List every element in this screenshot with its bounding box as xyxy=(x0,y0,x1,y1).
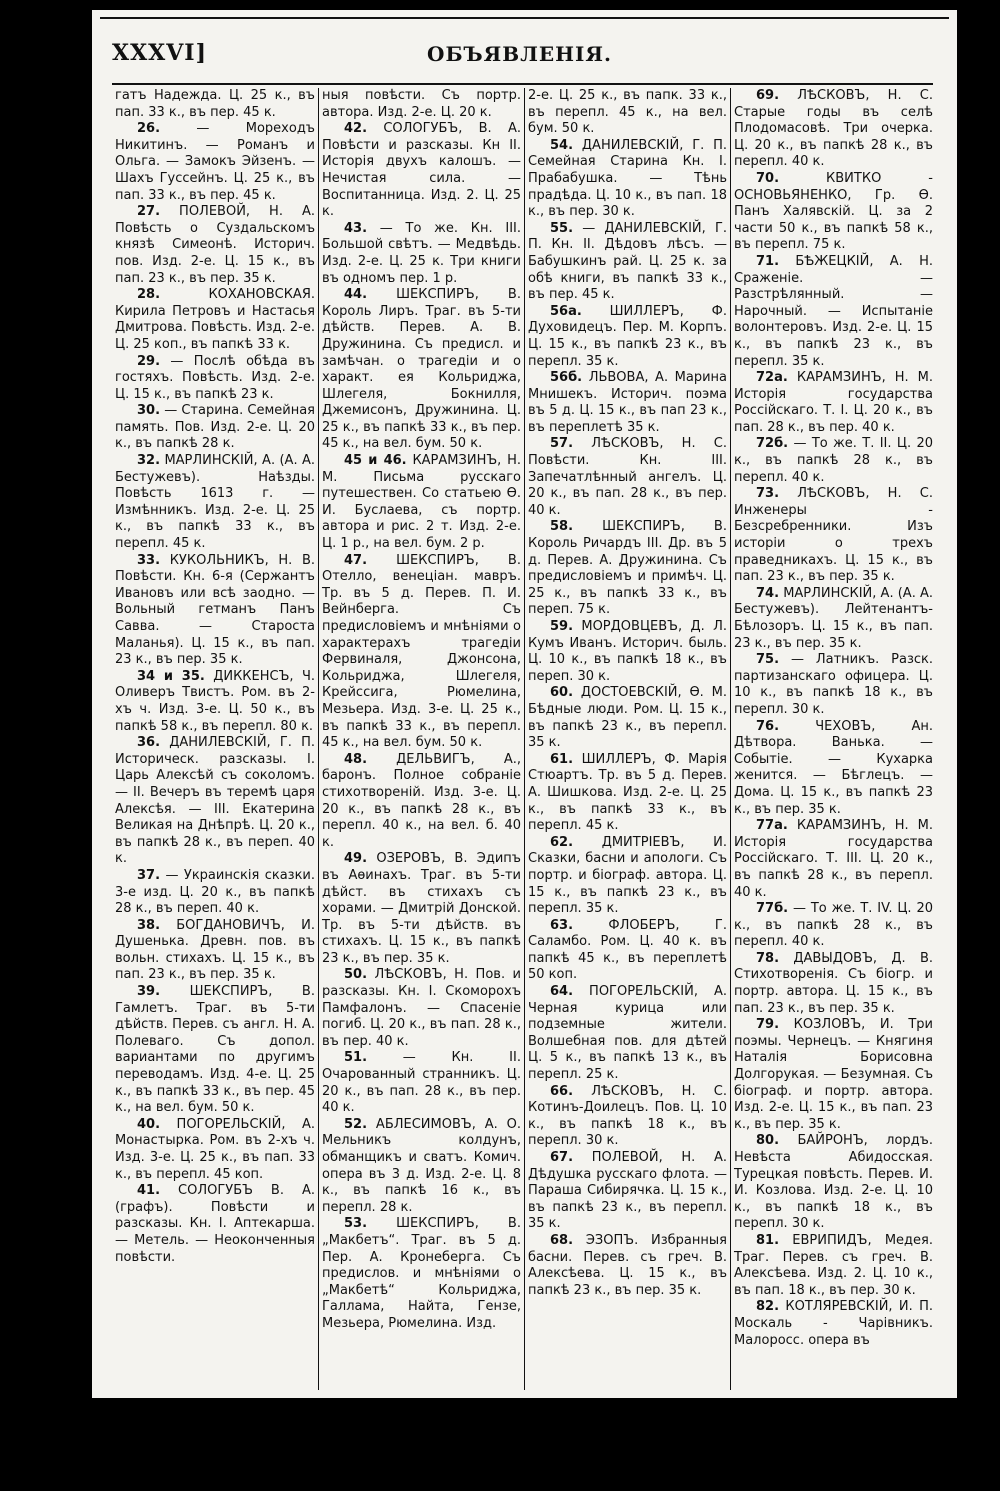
entry-text: КОТЛЯРЕВСКІЙ, И. П. Москаль - Чарівникъ. Малоросс. опера въ xyxy=(734,1299,933,1348)
entry-text: ЛЬВОВА, А. Марина Мнишекъ. Историч. поэма въ 5 д. Ц. 15 к., въ пап 23 к., въ переплетѣ 35 к. xyxy=(528,370,727,435)
catalog-entry xyxy=(322,287,521,453)
catalog-entry xyxy=(528,835,727,918)
catalog-entry xyxy=(115,553,315,669)
entry-number: 40. xyxy=(137,1116,161,1132)
entry-text: ШЕКСПИРЪ, В. Король Лиръ. Траг. въ 5-ти дѣйств. Перев. А. В. Дружинина. Съ предисл. и замѣчан. о трагедіи и о характ. ея Кольриджа, Шлегеля, Бокнилля, Джемисонъ, Дружинина. Ц. 25 к., въ папкѣ 33 к., въ пер. 45 к., на вел. бум. 50 к. xyxy=(322,287,521,452)
catalog-entry xyxy=(734,88,933,171)
catalog-entry xyxy=(734,1017,933,1133)
entry-number: 56б. xyxy=(550,370,583,386)
entry-number: 78. xyxy=(756,950,780,966)
entry-number: 56а. xyxy=(550,303,582,319)
entry-number: 63. xyxy=(550,917,574,933)
catalog-entry xyxy=(322,1117,521,1217)
entry-text: гатъ Надежда. Ц. 25 к., въ пап. 33 к., въ пер. 45 к. xyxy=(115,88,315,120)
catalog-entry xyxy=(115,669,315,735)
entry-number: 53. xyxy=(344,1216,368,1232)
entry-number: 30. xyxy=(137,403,161,419)
catalog-entry xyxy=(528,752,727,835)
entry-text: ДАНИЛЕВСКІЙ, Г. П. Семейная Старина Кн. I. Прабабушка. — Тѣнь прадѣда. Ц. 10 к., въ пап. 18 к., въ пер. 30 к. xyxy=(528,137,728,220)
entry-number: 33. xyxy=(137,552,161,568)
entry-text: АБЛЕСИМОВЪ, А. О. Мельникъ колдунъ, обманщикъ и сватъ. Комич. опера въ 3 д. Изд. 2-е. Ц. 8 к., въ папкѣ 16 к., въ перепл. 28 к. xyxy=(322,1116,521,1215)
entry-text: КВИТКО - ОСНОВЬЯНЕНКО, Гр. Ѳ. Панъ Халявскій. Ц. за 2 части 50 к., въ папкѣ 58 к., въ перепл. 75 к. xyxy=(734,170,933,253)
entry-text: — Мореходъ Никитинъ. — Романъ и Ольга. — Замокъ Эйзенъ. — Шахъ Гуссейнъ. Ц. 25 к., въ пап. 33 к., въ пер. 45 к. xyxy=(115,121,315,203)
catalog-entry xyxy=(528,370,727,436)
entry-number: 72а. xyxy=(756,370,788,386)
catalog-entry xyxy=(322,851,521,967)
catalog-entry xyxy=(115,735,315,868)
catalog-entry xyxy=(528,436,727,519)
entry-text: ЛѢСКОВЪ, Н. С. Старые годы въ селѣ Плодомасовѣ. Три очерка. Ц. 20 к., въ папкѣ 28 к., въ перепл. 40 к. xyxy=(734,88,933,170)
entry-number: 44. xyxy=(344,287,368,303)
catalog-entry xyxy=(115,354,315,404)
entry-number: 45 и 46. xyxy=(344,453,407,469)
entry-number: 82. xyxy=(756,1299,780,1315)
entry-text: МАРЛИНСКІЙ, А. (А. А. Бестужевъ). Лейтенантъ-Бѣлозоръ. Ц. 15 к., въ пап. 23 к., въ пер. 35 к. xyxy=(734,585,933,651)
column-1 xyxy=(112,88,318,1390)
entry-text: КОЗЛОВЪ, И. Три поэмы. Чернецъ. — Княгиня Наталія Борисовна Долгорукая. — Безумная. Съ біограф. и портр. автора. Изд. 2-е. Ц. 15 к., въ пап. 23 к., въ пер. 35 к. xyxy=(734,1017,933,1132)
entry-number: 37. xyxy=(137,867,161,883)
catalog-entry xyxy=(734,486,933,586)
header-rule xyxy=(112,83,933,85)
catalog-entry xyxy=(528,138,727,221)
entry-text: — То же. Т. II. Ц. 20 к., въ папкѣ 28 к., въ перепл. 40 к. xyxy=(734,436,933,485)
entry-number: 76. xyxy=(756,718,780,734)
entry-number: 41. xyxy=(137,1183,161,1199)
entry-number: 39. xyxy=(137,984,161,1000)
entry-number: 52. xyxy=(344,1116,368,1132)
catalog-entry xyxy=(734,818,933,901)
entry-number: 73. xyxy=(756,486,780,502)
catalog-entry xyxy=(528,918,727,984)
catalog-entry xyxy=(115,287,315,353)
entry-number: 67. xyxy=(550,1150,574,1165)
catalog-entry xyxy=(734,1133,933,1233)
entry-text: — Латникъ. Разск. партизанскаго офицера. Ц. 10 к., въ папкѣ 18 к., въ перепл. 30 к. xyxy=(734,652,934,717)
entry-text: — Кн. II. Очарованный странникъ. Ц. 20 к., въ пап. 28 к., въ пер. 40 к. xyxy=(322,1050,521,1116)
entry-text: ШЕКСПИРЪ, В. Король Ричардъ III. Др. въ 5 д. Перев. А. Дружинина. Съ предисловіемъ и примѣч. Ц. 25 к., въ папкѣ 33 к., въ переп. 75 к. xyxy=(528,519,727,618)
page-number: XXXVI] xyxy=(112,40,207,66)
entry-text: ОЗЕРОВЪ, В. Эдипъ въ Аѳинахъ. Траг. въ 5-ти дѣйст. въ стихахъ съ хорами. — Дмитрій Донской. Тр. въ 5-ти дѣйств. въ стихахъ. Ц. 15 к., въ папкѣ 23 к., въ пер. 35 к. xyxy=(322,851,521,966)
entry-text: КАРАМЗИНЪ, Н. М. Письма русскаго путешествен. Со статьею Ѳ. И. Буслаева, съ портр. автора и рис. 2 т. Изд. 2-е. Ц. 1 р., на вел. бум. 2 р. xyxy=(322,453,522,552)
column-3 xyxy=(524,88,730,1390)
entry-text: КАРАМЗИНЪ, Н. М. Исторія государства Россійскаго. Т. III. Ц. 20 к., въ папкѣ 28 к., въ перепл. 40 к. xyxy=(734,818,933,900)
entry-text: ЧЕХОВЪ, Ан. Дѣтвора. Ванька. — Событіе. — Кухарка женится. — Бѣглецъ. — Дома. Ц. 15 к., въ папкѣ 23 к., въ пер. 35 к. xyxy=(734,718,933,817)
catalog-entry xyxy=(528,221,727,304)
entry-number: 81. xyxy=(756,1232,780,1248)
entry-number: 74. xyxy=(756,585,780,601)
entry-text: ПОГОРЕЛЬСКІЙ, А. Черная курица или подземные жители. Волшебная пов. для дѣтей Ц. 5 к., въ папкѣ 13 к., въ перепл. 25 к. xyxy=(528,984,727,1083)
catalog-entry xyxy=(734,652,933,718)
columns xyxy=(112,88,939,1390)
entry-text: МАРЛИНСКІЙ, А. (А. А. Бестужевъ). Наѣзды. Повѣсть 1613 г. — Измѣнникъ. Изд. 2-е. Ц. 25 к., въ папкѣ 33 к., въ перепл. 45 к. xyxy=(115,453,315,552)
catalog-entry xyxy=(115,868,315,918)
entry-text: ПОЛЕВОЙ, Н. А. Дѣдушка русскаго флота. — Параша Сибирячка. Ц. 15 к., въ папкѣ 23 к., въ перепл. 35 к. xyxy=(528,1150,728,1232)
entry-text: ДИККЕНСЪ, Ч. Оливеръ Твистъ. Ром. въ 2-хъ ч. Изд. 3-е. Ц. 50 к., въ папкѣ 58 к., въ перепл. 80 к. xyxy=(115,668,315,734)
entry-text: МОРДОВЦЕВЪ, Д. Л. Кумъ Иванъ. Историч. быль. Ц. 10 к., въ папкѣ 18 к., въ переп. 30 к. xyxy=(528,619,727,684)
catalog-entry xyxy=(528,1084,727,1150)
entry-number: 69. xyxy=(756,88,780,103)
entry-text: ШИЛЛЕРЪ, Ф. Духовидецъ. Пер. М. Корпъ. Ц. 15 к., въ папкѣ 23 к., въ перепл. 35 к. xyxy=(528,303,727,369)
entry-text: — Послѣ обѣда въ гостяхъ. Повѣсть. Изд. 2-е. Ц. 15 к., въ папкѣ 23 к. xyxy=(115,353,315,402)
entry-text: ШЕКСПИРЪ, В. Отелло, венеціан. мавръ. Тр. въ 5 д. Перев. П. И. Вейнберга. Съ предисловіемъ и мнѣніями о характерахъ трагедіи Фервиналя, Джонсона, Кольриджа, Шлегеля, Крейсcига, Рюмелина, Мезьера. Изд. 3-е. Ц. 25 к., въ папкѣ 33 к., въ перепл. 45 к., на вел. бум. 50 к. xyxy=(322,552,521,751)
entry-text: БОГДАНОВИЧЪ, И. Душенька. Древн. пов. въ вольн. стихахъ. Ц. 15 к., въ пап. 23 к., въ пер. 35 к. xyxy=(115,917,315,983)
catalog-entry xyxy=(115,918,315,984)
entry-number: 68. xyxy=(550,1232,574,1248)
entry-number: 26. xyxy=(137,121,161,137)
catalog-entry xyxy=(115,88,315,121)
catalog-entry xyxy=(115,204,315,287)
entry-number: 38. xyxy=(137,917,161,933)
entry-number: 32. xyxy=(137,453,161,469)
entry-text: ДАВЫДОВЪ, Д. В. Стихотворенія. Съ біогр. и портр. автора. Ц. 15 к., въ пап. 23 к., въ пер. 35 к. xyxy=(734,950,933,1016)
entry-number: 75. xyxy=(756,652,780,668)
catalog-entry xyxy=(322,1216,521,1332)
entry-number: 29. xyxy=(137,353,161,369)
catalog-entry xyxy=(322,221,521,287)
catalog-entry xyxy=(115,1183,315,1266)
entry-number: 66. xyxy=(550,1083,574,1099)
catalog-entry xyxy=(528,619,727,685)
catalog-entry xyxy=(115,1117,315,1183)
entry-text: СОЛОГУБЪ В. А. (графъ). Повѣсти и разсказы. Кн. I. Аптекарша. — Метель. — Неоконченныя повѣсти. xyxy=(115,1183,315,1265)
column-2 xyxy=(318,88,524,1390)
entry-number: 64. xyxy=(550,984,574,1000)
entry-text: 2-е. Ц. 25 к., въ папк. 33 к., въ перепл. 45 к., на вел. бум. 50 к. xyxy=(528,88,727,137)
catalog-entry xyxy=(322,453,521,553)
page xyxy=(92,10,957,1398)
catalog-entry xyxy=(734,901,933,951)
entry-text: ДЕЛЬВИГЪ, А., баронъ. Полное собраніе стихотвореній. Изд. 3-е. Ц. 20 к., въ папкѣ 28 к., въ перепл. 40 к., на вел. б. 40 к. xyxy=(322,751,521,850)
catalog-entry xyxy=(115,403,315,453)
entry-number: 58. xyxy=(550,519,574,535)
entry-number: 80. xyxy=(756,1133,780,1149)
entry-text: КОХАНОВСКАЯ. Кирила Петровъ и Настасья Дмитрова. Повѣсть. Изд. 2-е. Ц. 25 коп., въ папкѣ 33 к. xyxy=(115,287,315,352)
catalog-entry xyxy=(734,951,933,1017)
entry-text: ПОГОРЕЛЬСКІЙ, А. Монастырка. Ром. въ 2-хъ ч. Изд. 3-е. Ц. 25 к., въ пап. 33 к., въ перепл. 45 коп. xyxy=(115,1116,315,1182)
entry-number: 47. xyxy=(344,552,368,568)
entry-text: СОЛОГУБЪ, В. А. Повѣсти и разсказы. Кн II. Исторія двухъ калошъ. — Нечистая сила. — Воспитанница. Изд. 2. Ц. 25 к. xyxy=(322,121,521,220)
entry-text: КАРАМЗИНЪ, Н. М. Исторія государства Россійскаго. Т. I. Ц. 20 к., въ пап. 28 к., въ пер. 40 к. xyxy=(734,370,933,435)
entry-text: ФЛОБЕРЪ, Г. Саламбо. Ром. Ц. 40 к. въ папкѣ 45 к., въ переплетѣ 50 коп. xyxy=(528,917,727,983)
entry-number: 79. xyxy=(756,1017,780,1033)
catalog-entry xyxy=(734,1233,933,1299)
entry-text: — Старина. Семейная память. Пов. Изд. 2-е. Ц. 20 к., въ папкѣ 28 к. xyxy=(115,403,316,452)
entry-text: ДОСТОЕВСКІЙ, Ѳ. М. Бѣдные люди. Ром. Ц. 15 к., въ папкѣ 23 к., въ перепл. 35 к. xyxy=(528,685,727,751)
entry-number: 77б. xyxy=(756,901,789,917)
entry-number: 42. xyxy=(344,121,368,137)
entry-number: 60. xyxy=(550,685,574,701)
entry-number: 27. xyxy=(137,204,161,220)
entry-text: ЛѢСКОВЪ, Н. С. Повѣсти. Кн. III. Запечатлѣнный ангелъ. Ц. 20 к., въ пап. 28 к., въ пер. 40 к. xyxy=(528,436,727,518)
entry-text: ЛѢСКОВЪ, Н. С. Инженеры - Безсребренники. Изъ исторіи о трехъ праведникахъ. Ц. 15 к., въ пап. 23 к., въ пер. 35 к. xyxy=(734,486,933,585)
entry-text: — То же. Кн. III. Большой свѣтъ. — Медвѣдь. Изд. 2-е. Ц. 25 к. Три книги въ одномъ пер. 1 р. xyxy=(322,220,521,286)
entry-number: 72б. xyxy=(756,436,789,452)
catalog-entry xyxy=(322,88,521,121)
entry-text: ЛѢСКОВЪ, Н. С. Котинъ-Доилецъ. Пов. Ц. 10 к., въ папкѣ 18 к., въ перепл. 30 к. xyxy=(528,1083,727,1149)
top-rule xyxy=(100,17,949,19)
catalog-entry xyxy=(528,1150,727,1233)
catalog-entry xyxy=(115,453,315,553)
entry-text: — То же. Т. IV. Ц. 20 к., въ папкѣ 28 к., въ перепл. 40 к. xyxy=(734,901,933,950)
entry-text: ПОЛЕВОЙ, Н. А. Повѣсть о Суздальскомъ князѣ Симеонѣ. Историч. пов. Изд. 2-е. Ц. 15 к., въ пап. 23 к., въ пер. 35 к. xyxy=(115,204,315,286)
entry-text: ШЕКСПИРЪ, В. „Макбетъ“. Траг. въ 5 д. Пер. А. Кронеберга. Съ предислов. и мнѣніями о „Макбетѣ“ Кольриджа, Галлама, Найта, Гензе, Мезьера, Рюмелина. Изд. xyxy=(322,1216,521,1331)
entry-text: ЭЗОПЪ. Избранныя басни. Перев. съ греч. В. Алексѣева. Ц. 15 к., въ папкѣ 23 к., въ пер. 35 к. xyxy=(528,1232,727,1298)
catalog-entry xyxy=(734,171,933,254)
entry-number: 34 и 35. xyxy=(137,668,205,684)
catalog-entry xyxy=(734,254,933,370)
catalog-entry xyxy=(734,436,933,486)
entry-text: ныя повѣсти. Съ портр. автора. Изд. 2-е. Ц. 20 к. xyxy=(322,88,521,120)
column-4 xyxy=(730,88,936,1390)
entry-number: 71. xyxy=(756,253,780,269)
catalog-entry xyxy=(734,586,933,652)
entry-number: 57. xyxy=(550,436,574,452)
catalog-entry xyxy=(528,984,727,1084)
catalog-entry xyxy=(322,752,521,852)
catalog-entry xyxy=(322,553,521,752)
running-head xyxy=(112,40,927,76)
entry-number: 43. xyxy=(344,220,368,236)
entry-number: 51. xyxy=(344,1050,368,1066)
catalog-entry xyxy=(734,719,933,819)
catalog-entry xyxy=(322,121,521,221)
catalog-entry xyxy=(528,1233,727,1299)
entry-text: ЛѢСКОВЪ, Н. Пов. и разсказы. Кн. I. Скоморохъ Памфалонъ. — Спасеніе погиб. Ц. 20 к., въ пап. 28 к., въ пер. 40 к. xyxy=(322,967,521,1049)
catalog-entry xyxy=(734,370,933,436)
entry-number: 36. xyxy=(137,735,161,751)
entry-text: ШЕКСПИРЪ, В. Гамлетъ. Траг. въ 5-ти дѣйств. Перев. съ англ. Н. А. Полеваго. Съ допол. вариантами по другимъ переводамъ. Изд. 4-е. Ц. 25 к., въ папкѣ 33 к., въ пер. 45 к., на вел. бум. 50 к. xyxy=(115,984,315,1116)
entry-number: 49. xyxy=(344,851,368,867)
entry-text: — ДАНИЛЕВСКІЙ, Г. П. Кн. II. Дѣдовъ лѣсъ. — Бабушкинъ рай. Ц. 25 к. за обѣ книги, въ папкѣ 33 к., въ пер. 45 к. xyxy=(528,220,727,303)
entry-text: ДАНИЛЕВСКІЙ, Г. П. Историческ. разсказы. I. Царь Алексѣй съ соколомъ. — II. Вечеръ въ теремѣ царя Алексѣя. — III. Екатерина Великая на Днѣпрѣ. Ц. 20 к., въ папкѣ 28 к., въ переп. 40 к. xyxy=(115,735,315,867)
catalog-entry xyxy=(322,967,521,1050)
catalog-entry xyxy=(115,984,315,1117)
entry-text: КУКОЛЬНИКЪ, Н. В. Повѣсти. Кн. 6-я (Сержантъ Ивановъ или всѣ заодно. — Вольный гетманъ Панъ Савва. — Староста Маланья). Ц. 15 к., въ пап. 23 к., въ пер. 35 к. xyxy=(115,552,315,668)
entry-text: ЕВРИПИДЪ, Медея. Траг. Перев. съ греч. В. Алексѣева. Изд. 2. Ц. 10 к., въ пап. 18 к., въ пер. 30 к. xyxy=(734,1232,933,1298)
catalog-entry xyxy=(115,121,315,204)
catalog-entry xyxy=(322,1050,521,1116)
entry-number: 62. xyxy=(550,834,574,850)
entry-number: 59. xyxy=(550,619,574,634)
entry-number: 50. xyxy=(344,967,368,983)
entry-number: 54. xyxy=(550,137,574,153)
catalog-entry xyxy=(528,685,727,751)
entry-text: ДМИТРІЕВЪ, И. Сказки, басни и апологи. Съ портр. и біограф. автора. Ц. 15 к., въ папкѣ 23 к., въ перепл. 35 к. xyxy=(528,834,727,917)
entry-text: ШИЛЛЕРЪ, Ф. Марія Стюартъ. Тр. въ 5 д. Перев. А. Шишкова. Изд. 2-е. Ц. 25 к., въ папкѣ 33 к., въ перепл. 45 к. xyxy=(528,751,727,834)
catalog-entry xyxy=(528,519,727,619)
entry-text: — Украинскія сказки. 3-е изд. Ц. 20 к., въ папкѣ 28 к., въ переп. 40 к. xyxy=(115,867,316,917)
entry-text: БАЙРОНЪ, лордъ. Невѣста Абидосская. Турецкая повѣсть. Перев. И. И. Козлова. Изд. 2-е. Ц. 10 к., въ папкѣ 18 к., въ перепл. 30 к. xyxy=(734,1133,933,1232)
catalog-entry xyxy=(528,304,727,370)
entry-number: 61. xyxy=(550,751,574,767)
entry-number: 28. xyxy=(137,287,161,303)
page-title: ОБЪЯВЛЕНІЯ. xyxy=(427,42,612,66)
entry-number: 77а. xyxy=(756,818,788,834)
entry-number: 70. xyxy=(756,170,780,186)
catalog-entry xyxy=(734,1299,933,1349)
entry-number: 55. xyxy=(550,220,574,236)
catalog-entry xyxy=(528,88,727,138)
entry-text: БѢЖЕЦКІЙ, А. Н. Сраженіе. — Разстрѣлянный. — Нарочный. — Испытаніе волонтеровъ. Изд. 2-е. Ц. 15 к., въ папкѣ 23 к., въ перепл. 35 к. xyxy=(734,253,933,369)
entry-number: 48. xyxy=(344,751,368,767)
